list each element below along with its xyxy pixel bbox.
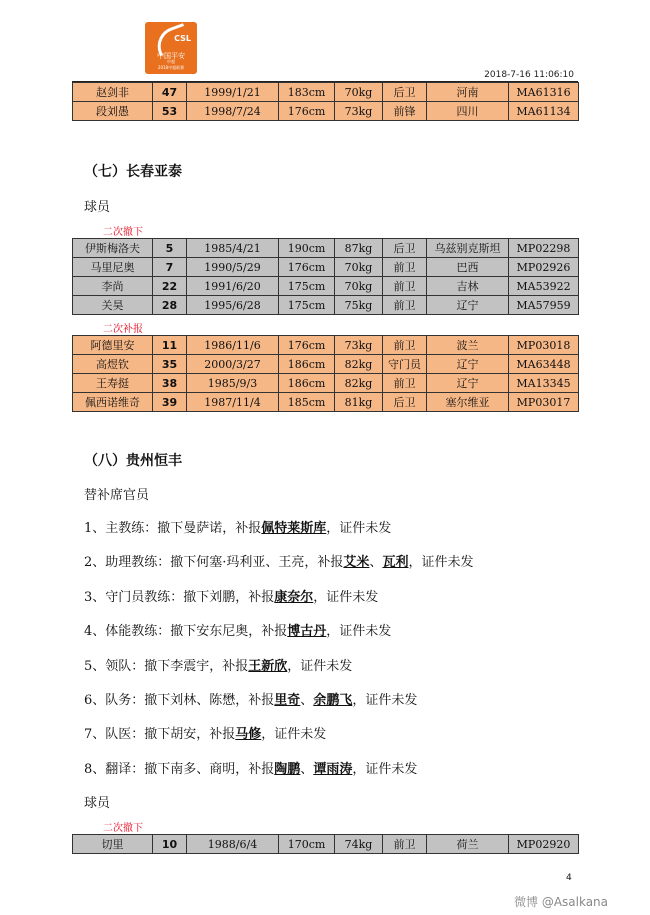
- jersey-number: 11: [153, 336, 187, 355]
- origin: 乌兹别克斯坦: [427, 239, 509, 258]
- player-name: 伊斯梅洛夫: [73, 239, 153, 258]
- position: 守门员: [383, 355, 427, 374]
- section-7-add-label: 二次补报: [103, 324, 143, 335]
- registration-id: MA57959: [509, 296, 579, 315]
- origin: 辽宁: [427, 374, 509, 393]
- height: 185cm: [279, 393, 335, 412]
- player-name: 高煜钦: [73, 355, 153, 374]
- certificate-status: ，证件未发: [326, 624, 392, 640]
- height: 186cm: [279, 355, 335, 374]
- added-official-name: 佩特莱斯库: [261, 521, 327, 536]
- added-official-name: 康奈尔: [274, 589, 314, 605]
- birth-date: 1991/6/20: [187, 277, 279, 296]
- player-name: 切里: [73, 835, 153, 854]
- player-name: 马里尼奥: [73, 258, 153, 277]
- official-change-text: 8、翻译：撤下南多、商明，补报: [84, 761, 275, 777]
- certificate-status: ，证件未发: [261, 727, 327, 743]
- birth-date: 1999/1/21: [187, 83, 279, 102]
- jersey-number: 47: [153, 83, 187, 102]
- logo-line3: 2018中超联赛: [157, 65, 185, 70]
- position: 前卫: [383, 296, 427, 315]
- player-name: 阿德里安: [73, 336, 153, 355]
- weight: 70kg: [335, 83, 383, 102]
- table-row: [73, 239, 579, 258]
- registration-id: MP02926: [509, 258, 579, 277]
- section-7-players-label: 球员: [84, 200, 111, 215]
- birth-date: 1985/9/3: [187, 374, 279, 393]
- position: 前卫: [383, 374, 427, 393]
- added-official-name: 王新欣: [248, 658, 288, 674]
- origin: 巴西: [427, 258, 509, 277]
- height: 176cm: [279, 102, 335, 121]
- table-row: [73, 336, 579, 355]
- player-name: 关昊: [73, 296, 153, 315]
- weight: 74kg: [335, 835, 383, 854]
- registration-id: MP02920: [509, 835, 579, 854]
- weight: 81kg: [335, 393, 383, 412]
- page-number: 4: [566, 873, 572, 883]
- section-8-players-label: 球员: [84, 796, 111, 811]
- section-7-withdraw-table: [72, 238, 579, 315]
- origin: 波兰: [427, 336, 509, 355]
- print-datetime: 2018-7-16 11:06:10: [484, 70, 574, 80]
- position: 前卫: [383, 835, 427, 854]
- official-change-text: 5、领队：撤下李震宇，补报: [84, 658, 249, 674]
- table-row: [73, 835, 579, 854]
- height: 170cm: [279, 835, 335, 854]
- origin: 吉林: [427, 277, 509, 296]
- registration-id: MA13345: [509, 374, 579, 393]
- name-separator: 、: [300, 693, 314, 708]
- height: 186cm: [279, 374, 335, 393]
- official-item: [84, 689, 417, 708]
- registration-id: MA61134: [509, 102, 579, 121]
- origin: 河南: [427, 83, 509, 102]
- jersey-number: 39: [153, 393, 187, 412]
- added-official-name: 马修: [235, 727, 262, 743]
- registration-id: MP03018: [509, 336, 579, 355]
- official-change-text: 1、主教练：撤下曼萨诺，补报: [84, 521, 262, 536]
- position: 前锋: [383, 102, 427, 121]
- registration-id: MA63448: [509, 355, 579, 374]
- name-separator: 、: [369, 555, 383, 571]
- table-row: [73, 374, 579, 393]
- weight: 87kg: [335, 239, 383, 258]
- section-7-add-table: [72, 335, 579, 412]
- registration-id: MA61316: [509, 83, 579, 102]
- section-8-withdraw-label: 二次撤下: [103, 823, 143, 834]
- weight: 70kg: [335, 277, 383, 296]
- weight: 70kg: [335, 258, 383, 277]
- official-change-text: 7、队医：撤下胡安，补报: [84, 727, 236, 743]
- birth-date: 1988/6/4: [187, 835, 279, 854]
- table-row: [73, 83, 579, 102]
- official-item: [84, 551, 473, 570]
- height: 175cm: [279, 296, 335, 315]
- added-official-name: 谭雨涛: [313, 761, 353, 777]
- official-item: [84, 620, 391, 639]
- jersey-number: 10: [153, 835, 187, 854]
- weight: 82kg: [335, 355, 383, 374]
- added-official-name: 里奇: [274, 693, 301, 708]
- added-official-name: 瓦利: [382, 555, 409, 571]
- section-8-title: （八）贵州恒丰: [84, 453, 182, 469]
- jersey-number: 22: [153, 277, 187, 296]
- birth-date: 2000/3/27: [187, 355, 279, 374]
- table-row: [73, 277, 579, 296]
- added-official-name: 余鹏飞: [313, 693, 353, 708]
- table-row: [73, 102, 579, 121]
- birth-date: 1985/4/21: [187, 239, 279, 258]
- official-item: [84, 723, 326, 742]
- weight: 75kg: [335, 296, 383, 315]
- section-7-title: （七）长春亚泰: [84, 164, 182, 180]
- certificate-status: ，证件未发: [287, 658, 353, 674]
- official-change-text: 2、助理教练：撤下何塞·玛利亚、王亮，补报: [84, 555, 344, 571]
- registration-id: MP03017: [509, 393, 579, 412]
- table-row: [73, 296, 579, 315]
- position: 前卫: [383, 277, 427, 296]
- table-row: [73, 355, 579, 374]
- jersey-number: 38: [153, 374, 187, 393]
- player-name: 段刘愚: [73, 102, 153, 121]
- table-row: [73, 393, 579, 412]
- weight: 73kg: [335, 336, 383, 355]
- registration-id: MP02298: [509, 239, 579, 258]
- origin: 荷兰: [427, 835, 509, 854]
- added-official-name: 陶鹏: [274, 761, 301, 777]
- origin: 四川: [427, 102, 509, 121]
- section-8-withdraw-table: [72, 834, 579, 854]
- added-official-name: 艾米: [343, 555, 370, 571]
- section-7-withdraw-label: 二次撤下: [103, 227, 143, 238]
- jersey-number: 7: [153, 258, 187, 277]
- jersey-number: 53: [153, 102, 187, 121]
- weight: 82kg: [335, 374, 383, 393]
- origin: 辽宁: [427, 296, 509, 315]
- position: 前卫: [383, 258, 427, 277]
- player-name: 赵剑非: [73, 83, 153, 102]
- official-item: [84, 655, 352, 674]
- birth-date: 1986/11/6: [187, 336, 279, 355]
- logo-csl-text: CSL: [174, 34, 191, 43]
- height: 175cm: [279, 277, 335, 296]
- height: 190cm: [279, 239, 335, 258]
- height: 176cm: [279, 258, 335, 277]
- height: 183cm: [279, 83, 335, 102]
- logo-title: 中国平安: [157, 52, 185, 60]
- position: 后卫: [383, 239, 427, 258]
- player-name: 佩西诺维奇: [73, 393, 153, 412]
- top-roster-table: [72, 82, 579, 121]
- birth-date: 1995/6/28: [187, 296, 279, 315]
- section-8-officials-label: 替补席官员: [84, 488, 150, 503]
- added-official-name: 博古丹: [287, 624, 327, 640]
- registration-id: MA53922: [509, 277, 579, 296]
- official-change-text: 3、守门员教练：撤下刘鹏，补报: [84, 589, 275, 605]
- jersey-number: 5: [153, 239, 187, 258]
- official-change-text: 6、队务：撤下刘林、陈懋，补报: [84, 693, 275, 708]
- jersey-number: 28: [153, 296, 187, 315]
- certificate-status: ，证件未发: [313, 589, 379, 605]
- official-item: [84, 586, 378, 605]
- birth-date: 1990/5/29: [187, 258, 279, 277]
- position: 前卫: [383, 336, 427, 355]
- player-name: 王寿挺: [73, 374, 153, 393]
- weight: 73kg: [335, 102, 383, 121]
- player-name: 李尚: [73, 277, 153, 296]
- birth-date: 1987/11/4: [187, 393, 279, 412]
- birth-date: 1998/7/24: [187, 102, 279, 121]
- certificate-status: ，证件未发: [326, 521, 392, 536]
- official-change-text: 4、体能教练：撤下安东尼奥，补报: [84, 624, 288, 640]
- height: 176cm: [279, 336, 335, 355]
- origin: 辽宁: [427, 355, 509, 374]
- weibo-watermark: 微博 @Asalkana: [514, 895, 609, 909]
- logo-sub: 中超: [167, 59, 175, 64]
- official-item: [84, 517, 391, 536]
- name-separator: 、: [300, 761, 314, 777]
- origin: 塞尔维亚: [427, 393, 509, 412]
- csl-logo: [145, 22, 197, 74]
- certificate-status: ，证件未发: [352, 693, 418, 708]
- jersey-number: 35: [153, 355, 187, 374]
- table-row: [73, 258, 579, 277]
- certificate-status: ，证件未发: [408, 555, 474, 571]
- official-item: [84, 758, 417, 777]
- position: 后卫: [383, 83, 427, 102]
- position: 后卫: [383, 393, 427, 412]
- certificate-status: ，证件未发: [352, 761, 418, 777]
